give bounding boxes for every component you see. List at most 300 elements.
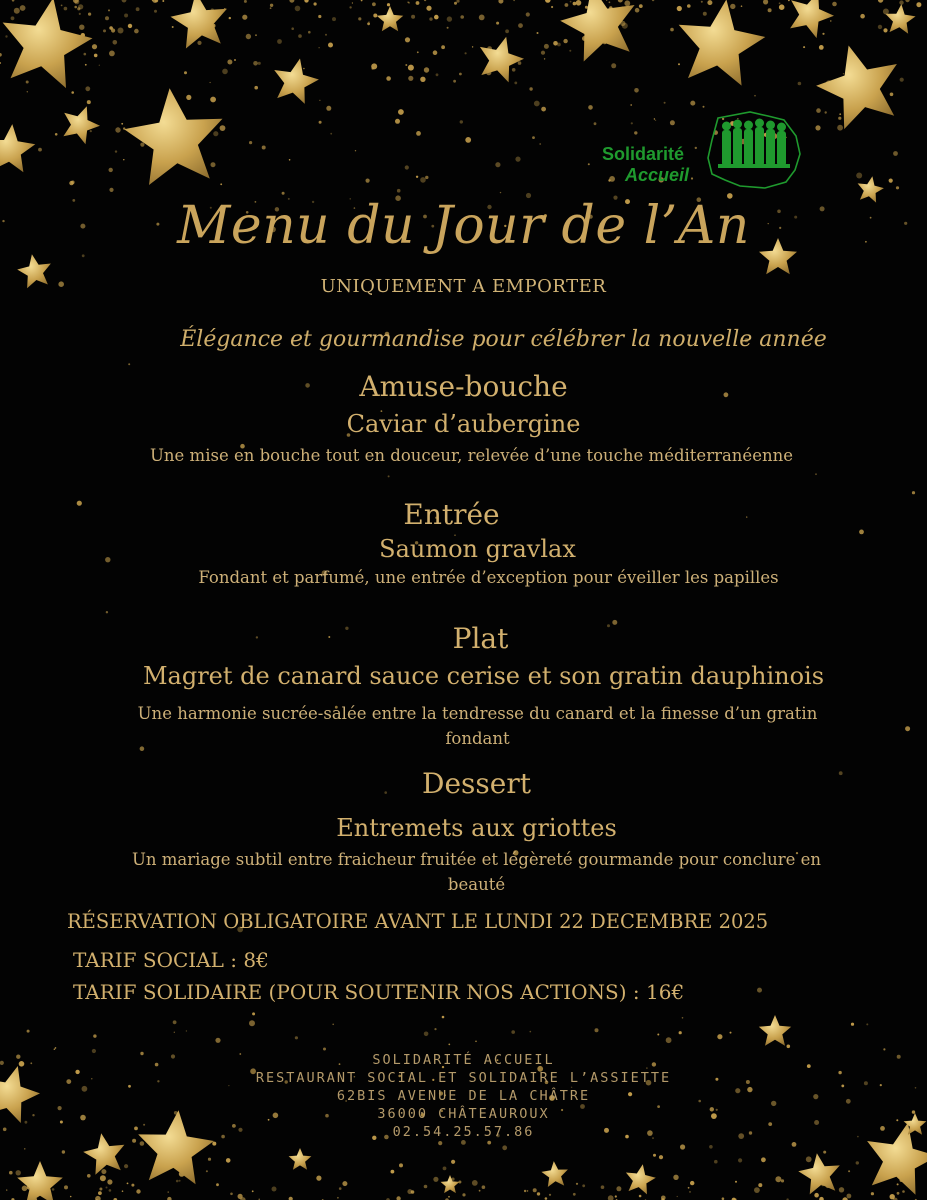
gold-confetti-dot (890, 1194, 895, 1199)
gold-confetti-dot (448, 1044, 450, 1046)
gold-confetti-dot (460, 120, 463, 123)
gold-confetti-dot (54, 1048, 56, 1050)
gold-confetti-dot (408, 76, 413, 81)
gold-confetti-dot (397, 189, 401, 193)
gold-confetti-dot (22, 1186, 28, 1192)
gold-confetti-dot (897, 1183, 899, 1185)
gold-confetti-dot (99, 65, 100, 66)
gold-confetti-dot (615, 1195, 617, 1197)
gold-star-27 (541, 1161, 568, 1187)
gold-confetti-dot (87, 100, 91, 104)
gold-confetti-dot (475, 1041, 477, 1043)
gold-confetti-dot (396, 1196, 400, 1200)
gold-confetti-dot (121, 123, 123, 125)
gold-confetti-dot (100, 1175, 106, 1181)
logo-line1: Solidarité (602, 144, 685, 164)
gold-confetti-dot (258, 62, 261, 65)
gold-confetti-dot (332, 1024, 334, 1026)
gold-confetti-dot (332, 17, 336, 21)
gold-confetti-dot (38, 148, 42, 152)
gold-confetti-dot (372, 2, 376, 6)
gold-confetti-dot (515, 157, 520, 162)
gold-confetti-dot (433, 1177, 438, 1182)
gold-confetti-dot (106, 1187, 108, 1189)
gold-confetti-dot (453, 80, 456, 83)
gold-confetti-dot (405, 165, 409, 169)
gold-confetti-dot (282, 192, 285, 195)
gold-confetti-dot (549, 1194, 551, 1196)
gold-confetti-dot (215, 1038, 220, 1043)
dish-amuse-bouche: Caviar d’aubergine (346, 410, 581, 438)
gold-confetti-dot (606, 0, 607, 1)
gold-confetti-dot (511, 1030, 515, 1034)
gold-confetti-dot (871, 1192, 874, 1195)
gold-confetti-dot (781, 1179, 784, 1182)
gold-confetti-dot (551, 6, 553, 8)
gold-confetti-dot (174, 1032, 175, 1033)
gold-confetti-dot (608, 1195, 614, 1200)
gold-confetti-dot (679, 1031, 682, 1034)
gold-confetti-dot (761, 1157, 766, 1162)
gold-confetti-dot (690, 1181, 694, 1185)
gold-confetti-dot (545, 0, 551, 3)
gold-confetti-dot (618, 0, 623, 3)
gold-confetti-dot (653, 1154, 656, 1157)
gold-confetti-dot (544, 58, 545, 59)
gold-confetti-dot (582, 1184, 585, 1187)
gold-confetti-dot (735, 1181, 737, 1183)
gold-confetti-dot (819, 45, 824, 50)
gold-confetti-dot (758, 1183, 762, 1187)
gold-confetti-dot (337, 1197, 339, 1199)
gold-confetti-dot (788, 0, 790, 1)
gold-confetti-dot (634, 88, 639, 93)
gold-star-24 (626, 1164, 656, 1194)
gold-confetti-dot (832, 2, 837, 7)
gold-confetti-dot (502, 1145, 507, 1150)
gold-confetti-dot (295, 6, 301, 12)
gold-confetti-dot (11, 16, 15, 20)
gold-star-10 (679, 0, 766, 86)
gold-confetti-dot (289, 0, 294, 3)
gold-star-25 (17, 1161, 63, 1200)
gold-confetti-dot (843, 73, 844, 74)
gold-confetti-dot (441, 45, 445, 49)
gold-confetti-dot (255, 34, 257, 36)
gold-confetti-dot (838, 117, 841, 120)
gold-confetti-dot (27, 1030, 30, 1033)
gold-confetti-dot (325, 34, 327, 36)
gold-confetti-dot (140, 143, 144, 147)
gold-confetti-dot (657, 1034, 659, 1036)
gold-confetti-dot (438, 1141, 442, 1145)
gold-confetti-dot (262, 146, 266, 150)
gold-confetti-dot (472, 1180, 478, 1186)
gold-confetti-dot (434, 15, 439, 20)
gold-confetti-dot (226, 1158, 231, 1163)
gold-confetti-dot (534, 101, 540, 107)
gold-confetti-dot (459, 73, 462, 76)
gold-confetti-dot (12, 0, 15, 2)
gold-confetti-dot (277, 39, 282, 44)
gold-star-26 (441, 1175, 460, 1193)
gold-confetti-dot (339, 1187, 342, 1190)
dish-plat-description-line2: fondant (445, 729, 510, 748)
tagline: Élégance et gourmandise pour célébrer la nouvelle année (180, 327, 827, 352)
gold-confetti-dot (349, 6, 351, 8)
footer-phone: 02.54.25.57.86 (392, 1124, 535, 1140)
gold-confetti-dot (472, 46, 473, 47)
gold-confetti-dot (659, 1155, 663, 1159)
gold-confetti-dot (216, 1183, 219, 1186)
gold-confetti-dot (355, 150, 356, 151)
gold-confetti-dot (229, 17, 231, 19)
gold-confetti-dot (9, 1171, 13, 1175)
gold-confetti-dot (851, 1023, 854, 1026)
gold-confetti-dot (461, 1140, 466, 1145)
gold-confetti-dot (253, 61, 258, 66)
gold-confetti-dot (122, 1190, 124, 1192)
gold-confetti-dot (883, 28, 887, 32)
gold-confetti-dot (670, 28, 674, 32)
gold-confetti-dot (518, 23, 523, 28)
gold-confetti-dot (103, 29, 106, 32)
gold-confetti-dot (319, 121, 322, 124)
gold-confetti-dot (563, 39, 567, 43)
gold-confetti-dot (537, 32, 539, 34)
gold-confetti-dot (701, 1, 703, 3)
gold-confetti-dot (682, 1017, 684, 1019)
gold-confetti-dot (416, 131, 421, 136)
gold-star-4 (63, 106, 100, 144)
gold-confetti-dot (839, 1187, 844, 1192)
gold-confetti-dot (108, 9, 110, 11)
gold-confetti-dot (544, 44, 549, 49)
gold-star-7 (377, 6, 404, 31)
gold-confetti-dot (529, 87, 532, 90)
gold-confetti-dot (524, 1190, 526, 1192)
gold-confetti-dot (707, 0, 712, 5)
gold-confetti-dot (576, 1183, 578, 1185)
gold-confetti-dot (576, 0, 582, 6)
gold-confetti-dot (388, 475, 390, 477)
gold-confetti-dot (295, 1036, 298, 1039)
gold-confetti-dot (106, 611, 108, 613)
gold-confetti-dot (816, 108, 821, 113)
gold-confetti-dot (407, 1189, 412, 1194)
gold-confetti-dot (429, 17, 432, 20)
gold-confetti-dot (213, 131, 218, 136)
gold-confetti-dot (678, 63, 680, 65)
gold-confetti-dot (220, 125, 226, 131)
gold-confetti-dot (902, 1190, 905, 1193)
gold-confetti-dot (569, 50, 571, 52)
dish-dessert-description-line2: beauté (447, 875, 506, 894)
gold-confetti-dot (64, 7, 68, 11)
gold-confetti-dot (113, 40, 118, 45)
gold-confetti-dot (514, 82, 517, 85)
gold-confetti-dot (495, 162, 500, 167)
gold-confetti-dot (839, 113, 841, 115)
gold-confetti-dot (20, 5, 26, 11)
gold-confetti-dot (677, 1196, 678, 1197)
gold-confetti-dot (541, 51, 545, 55)
gold-confetti-dot (367, 22, 370, 25)
gold-confetti-dot (291, 27, 294, 30)
gold-confetti-dot (74, 6, 77, 9)
gold-confetti-dot (588, 105, 593, 110)
gold-confetti-dot (98, 1191, 102, 1195)
gold-confetti-dot (677, 6, 682, 11)
gold-confetti-dot (416, 176, 418, 178)
gold-confetti-dot (246, 34, 251, 39)
dish-plat: Magret de canard sauce cerise et son gratin dauphinois (142, 662, 825, 690)
gold-confetti-dot (479, 15, 485, 21)
gold-confetti-dot (754, 95, 756, 97)
gold-confetti-dot (687, 4, 691, 8)
gold-confetti-dot (184, 71, 187, 74)
gold-confetti-dot (358, 17, 361, 20)
gold-confetti-dot (314, 2, 317, 5)
gold-confetti-dot (680, 1144, 685, 1149)
gold-confetti-dot (52, 1188, 55, 1191)
gold-confetti-dot (465, 137, 471, 143)
takeaway-only-notice: UNIQUEMENT A EMPORTER (320, 276, 607, 297)
gold-confetti-dot (498, 0, 503, 4)
gold-confetti-dot (27, 91, 28, 92)
gold-confetti-dot (896, 186, 899, 189)
gold-confetti-dot (304, 0, 308, 3)
gold-confetti-dot (115, 127, 120, 132)
gold-confetti-dot (222, 69, 228, 75)
dish-dessert: Entremets aux griottes (336, 814, 617, 842)
gold-confetti-dot (109, 188, 113, 192)
gold-confetti-dot (55, 133, 58, 136)
gold-confetti-dot (316, 1176, 321, 1181)
gold-confetti-dot (462, 1193, 465, 1196)
section-dessert-heading: Dessert (422, 767, 531, 800)
footer-org: SOLIDARITÉ ACCUEIL (372, 1052, 555, 1068)
gold-confetti-dot (0, 53, 2, 57)
gold-confetti-dot (532, 136, 535, 139)
tarif-solidaire: TARIF SOLIDAIRE (POUR SOUTENIR NOS ACTIONS) : 16€ (73, 980, 685, 1004)
gold-confetti-dot (565, 3, 569, 7)
gold-confetti-dot (860, 14, 865, 19)
gold-confetti-dot (254, 86, 258, 90)
gold-confetti-dot (717, 1034, 722, 1039)
gold-confetti-dot (754, 1187, 760, 1193)
gold-confetti-dot (815, 125, 820, 130)
gold-confetti-dot (328, 43, 333, 48)
gold-confetti-dot (690, 101, 695, 106)
gold-confetti-dot (900, 78, 904, 82)
gold-confetti-dot (93, 1034, 96, 1037)
gold-confetti-dot (123, 159, 124, 160)
gold-confetti-dot (425, 176, 428, 179)
gold-confetti-dot (424, 1032, 429, 1037)
gold-confetti-dot (768, 8, 772, 12)
gold-confetti-dot (408, 65, 414, 71)
gold-confetti-dot (24, 1148, 25, 1149)
tarif-social: TARIF SOCIAL : 8€ (73, 948, 269, 972)
gold-confetti-dot (456, 0, 459, 3)
gold-confetti-dot (308, 31, 311, 34)
gold-confetti-dot (361, 0, 363, 1)
gold-confetti-dot (526, 12, 530, 16)
gold-confetti-dot (74, 0, 79, 4)
gold-confetti-dot (779, 4, 785, 10)
gold-confetti-dot (107, 1179, 112, 1184)
gold-confetti-dot (889, 179, 893, 183)
gold-confetti-dot (775, 1176, 781, 1182)
gold-confetti-dot (249, 141, 252, 144)
gold-confetti-dot (272, 1187, 277, 1192)
gold-confetti-dot (673, 1175, 678, 1180)
gold-confetti-dot (5, 35, 7, 37)
logo-line2: Accueil (625, 165, 690, 185)
gold-confetti-dot (447, 16, 452, 21)
gold-confetti-dot (172, 26, 174, 28)
gold-confetti-dot (420, 77, 425, 82)
gold-confetti-dot (703, 12, 707, 16)
gold-confetti-dot (405, 37, 410, 42)
gold-confetti-dot (70, 1196, 72, 1198)
gold-confetti-dot (210, 97, 216, 103)
gold-confetti-dot (573, 2, 577, 6)
gold-confetti-dot (757, 988, 762, 993)
gold-confetti-dot (134, 29, 139, 34)
gold-confetti-dot (391, 1170, 395, 1174)
gold-confetti-dot (830, 20, 831, 21)
gold-confetti-dot (573, 1193, 576, 1196)
gold-confetti-dot (664, 102, 666, 104)
dish-plat-description-line1: Une harmonie sucrée-salée entre la tendresse du canard et la finesse d’un gratin (137, 704, 818, 723)
gold-confetti-dot (124, 14, 128, 18)
gold-confetti-dot (99, 1188, 102, 1191)
gold-confetti-dot (210, 82, 211, 83)
gold-confetti-dot (154, 10, 157, 13)
gold-confetti-dot (109, 51, 115, 57)
footer-address: 62BIS AVENUE DE LA CHÂTRE (336, 1088, 591, 1104)
gold-confetti-dot (792, 1142, 797, 1147)
gold-confetti-dot (883, 9, 889, 15)
gold-confetti-dot (420, 177, 426, 183)
gold-confetti-dot (208, 1158, 211, 1161)
gold-confetti-dot (912, 491, 915, 494)
gold-confetti-dot (505, 29, 509, 33)
gold-confetti-dot (168, 1191, 169, 1192)
gold-confetti-dot (916, 2, 921, 7)
section-amuse-bouche-heading: Amuse-bouche (359, 370, 568, 403)
gold-star-22 (798, 1153, 840, 1194)
gold-confetti-dot (570, 1, 572, 3)
gold-confetti-dot (69, 181, 73, 185)
gold-confetti-dot (866, 1023, 868, 1025)
gold-confetti-dot (496, 22, 499, 25)
gold-star-20 (289, 1148, 312, 1170)
gold-confetti-dot (417, 51, 419, 53)
gold-confetti-dot (87, 1174, 91, 1178)
gold-confetti-dot (212, 1142, 216, 1146)
gold-confetti-dot (814, 1193, 819, 1198)
gold-confetti-dot (85, 64, 87, 66)
gold-confetti-dot (176, 1180, 179, 1183)
gold-confetti-dot (738, 1158, 742, 1162)
gold-confetti-dot (448, 1196, 450, 1198)
gold-confetti-dot (95, 1196, 101, 1200)
gold-confetti-dot (79, 25, 84, 30)
gold-confetti-dot (270, 4, 273, 7)
gold-confetti-dot (518, 61, 522, 65)
gold-confetti-dot (878, 25, 882, 29)
gold-confetti-dot (424, 0, 426, 1)
gold-confetti-dot (601, 1185, 605, 1189)
gold-confetti-dot (342, 1181, 347, 1186)
gold-confetti-dot (730, 1032, 732, 1034)
gold-confetti-dot (512, 68, 516, 72)
gold-confetti-dot (714, 1160, 718, 1164)
gold-confetti-dot (883, 1048, 885, 1050)
gold-confetti-dot (319, 100, 320, 101)
gold-confetti-dot (399, 1163, 403, 1167)
gold-confetti-dot (186, 1030, 187, 1031)
gold-confetti-dot (537, 1192, 540, 1195)
gold-confetti-dot (688, 1187, 690, 1189)
gold-confetti-dot (16, 1170, 21, 1175)
gold-confetti-dot (90, 130, 92, 132)
gold-confetti-dot (64, 1185, 68, 1189)
gold-confetti-dot (652, 0, 654, 1)
gold-confetti-dot (318, 15, 321, 18)
gold-confetti-dot (386, 76, 391, 81)
gold-confetti-dot (405, 64, 407, 66)
gold-confetti-dot (179, 1180, 181, 1182)
gold-confetti-dot (128, 24, 132, 28)
gold-confetti-dot (823, 1151, 826, 1154)
gold-confetti-dot (26, 81, 29, 84)
gold-confetti-dot (234, 59, 236, 61)
gold-confetti-dot (635, 8, 640, 13)
gold-confetti-dot (173, 1020, 177, 1024)
gold-confetti-dot (465, 52, 467, 54)
gold-confetti-dot (424, 67, 429, 72)
gold-confetti-dot (270, 7, 272, 9)
gold-confetti-dot (624, 0, 630, 6)
gold-confetti-dot (101, 1169, 106, 1174)
gold-confetti-dot (530, 1031, 532, 1033)
gold-confetti-dot (588, 163, 590, 165)
gold-confetti-dot (500, 192, 501, 193)
gold-confetti-dot (787, 1045, 791, 1049)
gold-confetti-dot (433, 50, 438, 55)
gold-confetti-dot (553, 41, 558, 46)
gold-confetti-dot (639, 4, 643, 8)
gold-confetti-dot (487, 1141, 491, 1145)
gold-confetti-dot (371, 63, 377, 69)
gold-star-11 (816, 46, 897, 130)
gold-confetti-dot (136, 7, 140, 11)
gold-star-9 (560, 0, 634, 61)
gold-confetti-dot (79, 13, 81, 15)
gold-confetti-dot (595, 1028, 599, 1032)
gold-confetti-dot (479, 1190, 481, 1192)
gold-confetti-dot (230, 1193, 233, 1196)
gold-confetti-dot (252, 1190, 254, 1192)
gold-confetti-dot (822, 33, 824, 35)
gold-confetti-dot (426, 6, 431, 11)
gold-confetti-dot (424, 1185, 428, 1189)
gold-confetti-dot (220, 183, 222, 185)
